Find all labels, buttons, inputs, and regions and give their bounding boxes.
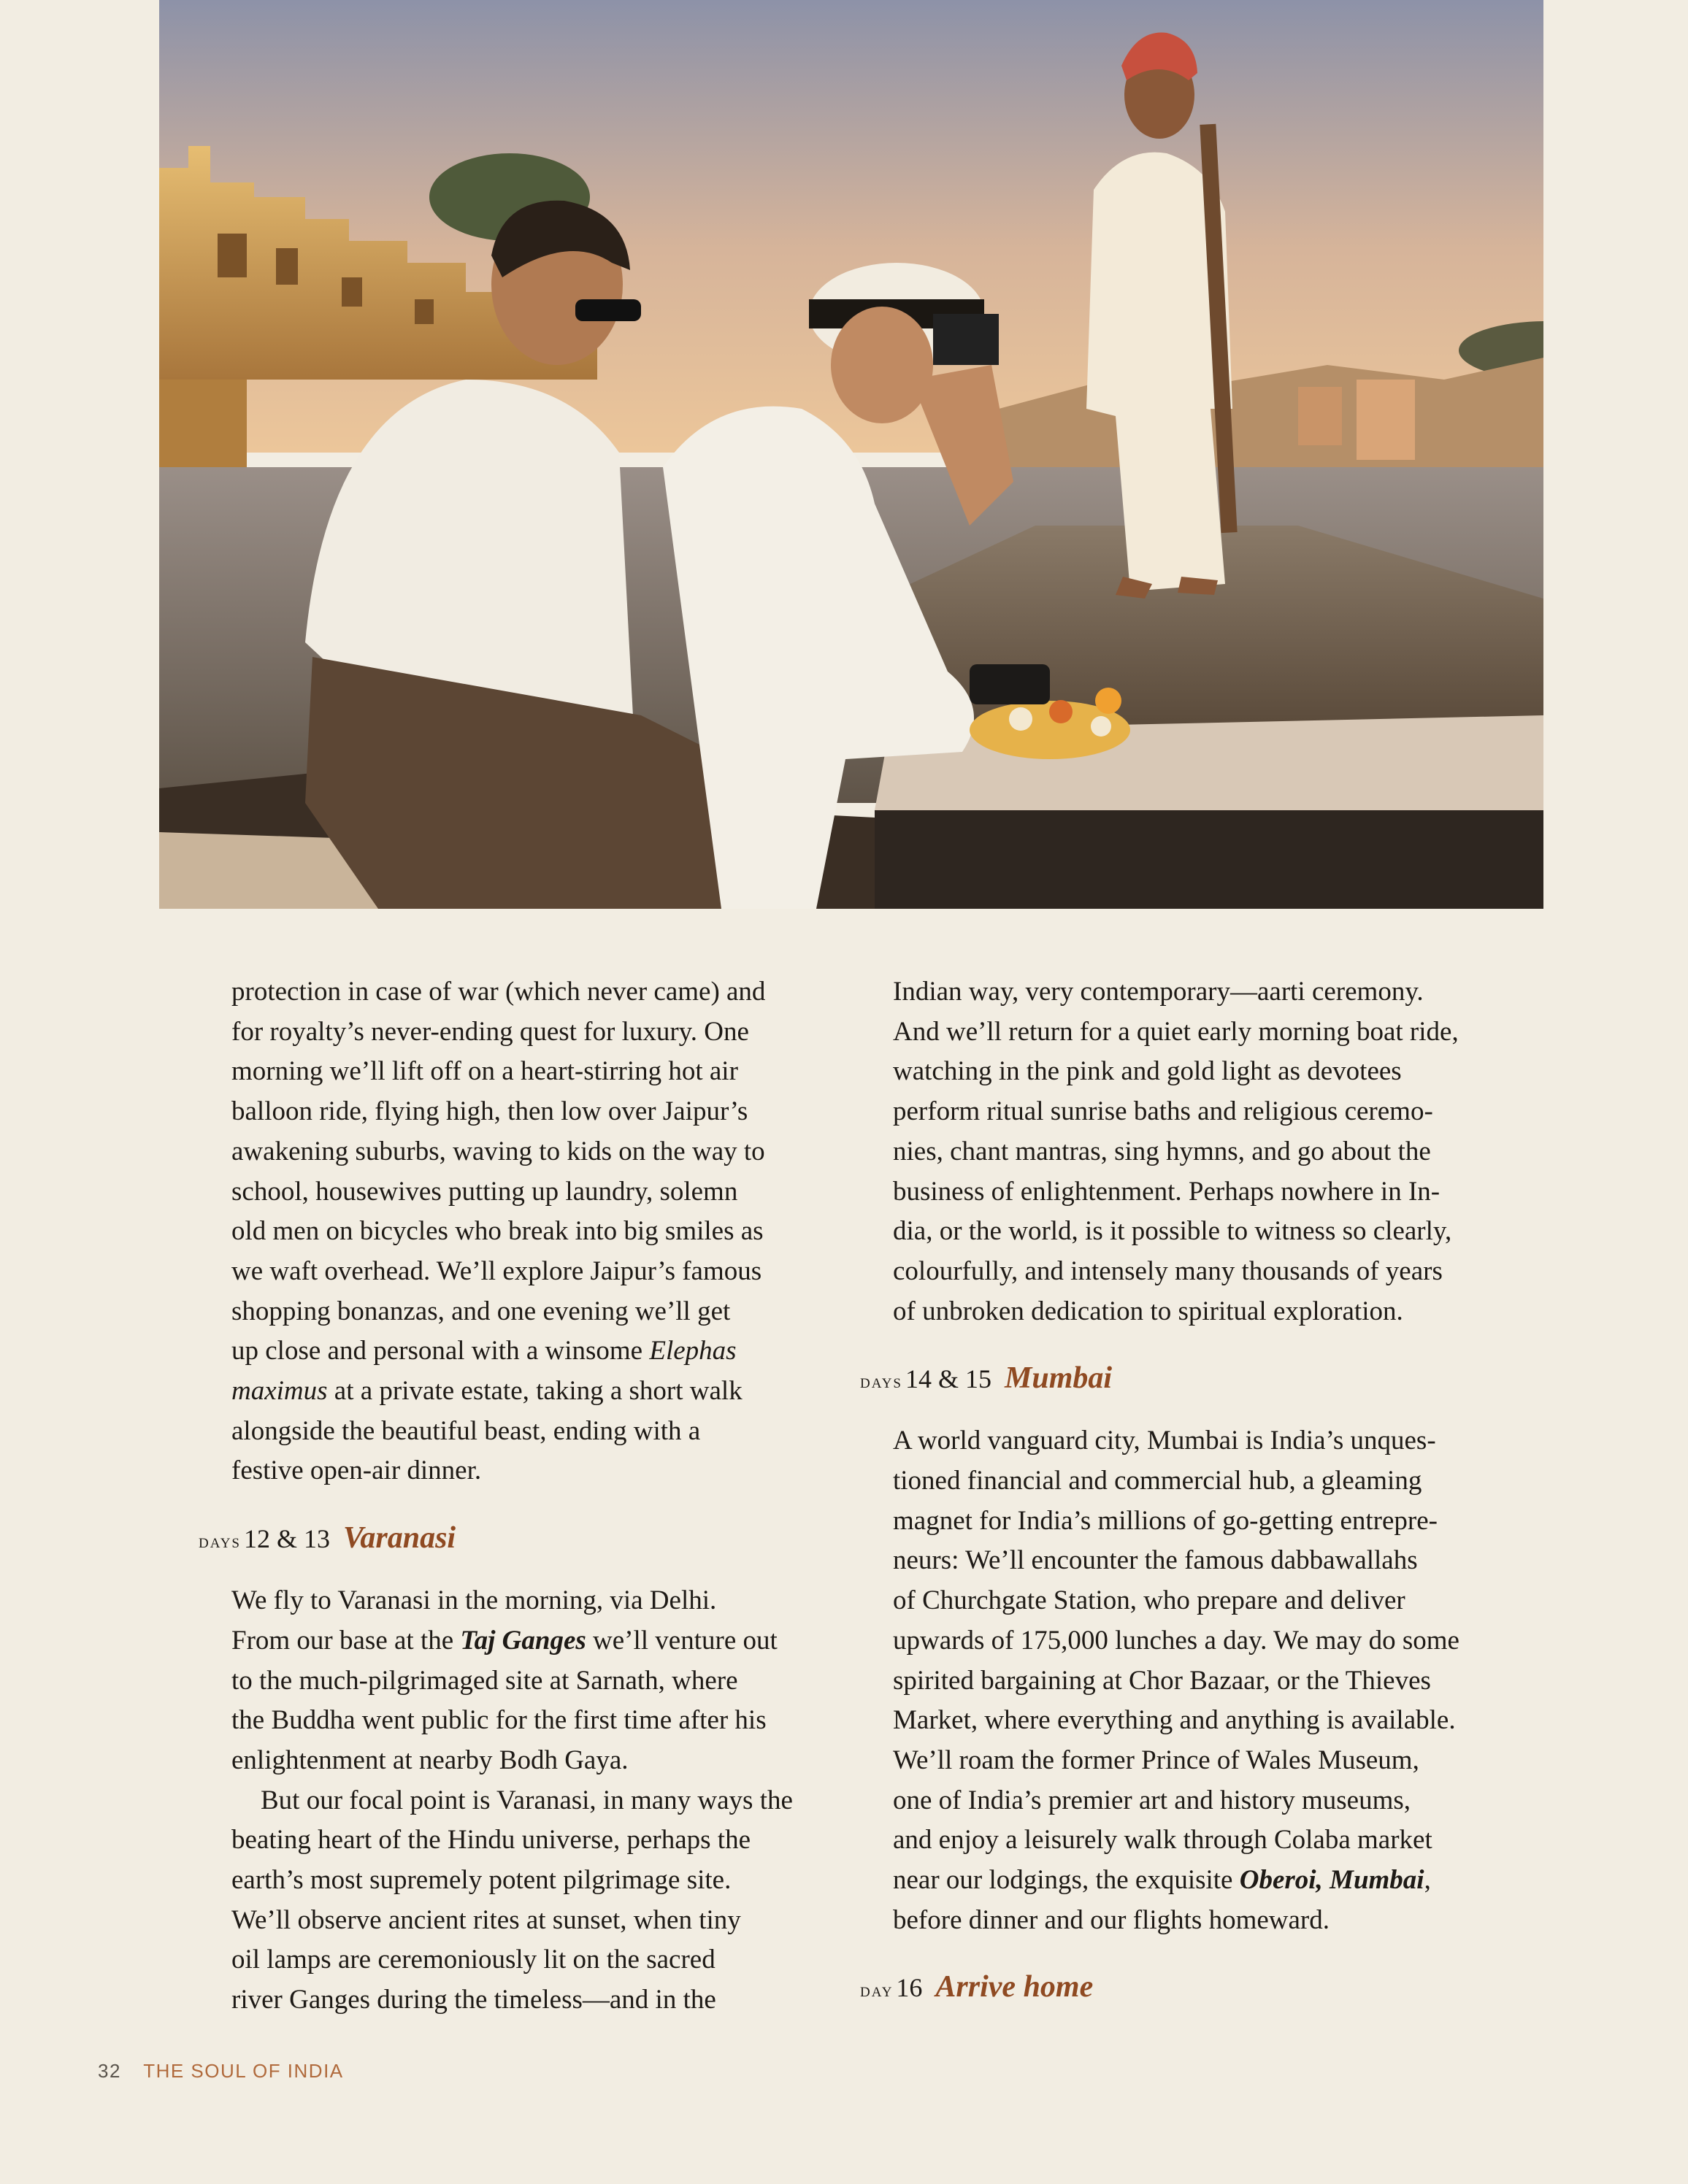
text-line: enlightenment at nearby Bodh Gaya. (231, 1745, 629, 1775)
text-line: Indian way, very contemporary—aarti ceremony. (893, 977, 1424, 1007)
text-line: We’ll roam the former Prince of Wales Museum, (893, 1745, 1419, 1775)
text-line: balloon ride, flying high, then low over Jaipur’s (231, 1096, 748, 1127)
varanasi-paragraph-1 (199, 1581, 826, 1781)
city-name: Arrive home (935, 1970, 1094, 2004)
text-line: tioned financial and commercial hub, a gleaming (893, 1466, 1422, 1496)
varanasi-continued-paragraph (860, 972, 1503, 1331)
text-line: But our focal point is Varanasi, in many ways the (261, 1785, 793, 1815)
text-line: neurs: We’ll encounter the famous dabbawallahs (893, 1545, 1418, 1576)
text-fragment: From our base at the (231, 1625, 461, 1656)
text-line: magnet for India’s millions of go-getting entrepre- (893, 1505, 1438, 1536)
text-line: river Ganges during the timeless—and in the (231, 1985, 716, 2015)
text-line: business of enlightenment. Perhaps nowhere in In- (893, 1176, 1440, 1207)
day-label: days (860, 1370, 902, 1393)
hotel-name: Oberoi, Mumbai (1239, 1865, 1424, 1896)
text-line: and enjoy a leisurely walk through Colaba market (893, 1825, 1432, 1856)
text-line: dia, or the world, is it possible to witness so clearly, (893, 1216, 1452, 1247)
mumbai-heading (860, 1358, 1503, 1405)
day-label: day (860, 1979, 894, 2002)
text-line (231, 1621, 826, 1661)
text-line: for royalty’s never-ending quest for luxury. One (231, 1016, 749, 1047)
text-line: festive open-air dinner. (231, 1456, 482, 1486)
day-numbers: 14 & 15 (905, 1364, 992, 1394)
text-line: We’ll observe ancient rites at sunset, when tiny (231, 1904, 741, 1935)
text-line: shopping bonanzas, and one evening we’ll get (231, 1296, 731, 1326)
text-line: the Buddha went public for the first time after his (231, 1705, 767, 1736)
text-line: watching in the pink and gold light as devotees (893, 1056, 1402, 1087)
text-line: to the much-pilgrimaged site at Sarnath, where (231, 1665, 738, 1696)
text-line: We fly to Varanasi in the morning, via Delhi. (231, 1585, 717, 1616)
page-footer (98, 2060, 344, 2083)
text-line: colourfully, and intensely many thousands of years (893, 1256, 1443, 1286)
text-line: oil lamps are ceremoniously lit on the sacred (231, 1945, 716, 1975)
day-label: days (199, 1530, 241, 1553)
italic-term: maximus (231, 1376, 328, 1407)
text-line: awakening suburbs, waving to kids on the way to (231, 1136, 765, 1166)
text-line: of unbroken dedication to spiritual exploration. (893, 1296, 1403, 1326)
text-line (231, 1372, 826, 1412)
text-line: spirited bargaining at Chor Bazaar, or the Thieves (893, 1665, 1431, 1696)
text-line: protection in case of war (which never came) and (231, 977, 766, 1007)
city-name: Varanasi (343, 1521, 456, 1556)
text-line: nies, chant mantras, sing hymns, and go about the (893, 1136, 1431, 1166)
text-line: beating heart of the Hindu universe, perhaps the (231, 1825, 751, 1856)
day-numbers: 12 & 13 (244, 1524, 331, 1554)
right-column (860, 972, 1503, 2030)
city-name: Mumbai (1005, 1361, 1113, 1396)
text-fragment: near our lodgings, the exquisite (893, 1865, 1240, 1896)
page-number: 32 (98, 2060, 121, 2082)
text-line: upwards of 175,000 lunches a day. We may do some (893, 1625, 1459, 1656)
hotel-name: Taj Ganges (460, 1625, 586, 1656)
text-fragment: at a private estate, taking a short walk (327, 1376, 743, 1407)
day-numbers: 16 (896, 1973, 923, 2003)
publication-title: THE SOUL OF INDIA (143, 2060, 344, 2082)
text-line: earth’s most supremely potent pilgrimage site. (231, 1865, 732, 1896)
text-line: one of India’s premier art and history museums, (893, 1785, 1411, 1815)
arrive-home-heading (860, 1966, 1503, 2014)
text-line: Market, where everything and anything is available. (893, 1705, 1456, 1736)
text-fragment: , (1424, 1865, 1431, 1896)
river-boat-photo (159, 0, 1543, 909)
left-column (199, 972, 826, 2020)
text-fragment: up close and personal with a winsome (231, 1336, 650, 1366)
text-line: old men on bicycles who break into big smiles as (231, 1216, 764, 1247)
varanasi-paragraph-2 (199, 1781, 826, 2020)
text-line: of Churchgate Station, who prepare and deliver (893, 1585, 1405, 1616)
text-line (893, 1861, 1503, 1901)
mumbai-paragraph (860, 1421, 1503, 1940)
text-fragment: we’ll venture out (586, 1625, 778, 1656)
text-line: before dinner and our flights homeward. (893, 1904, 1330, 1935)
text-line: A world vanguard city, Mumbai is India’s unques- (893, 1426, 1436, 1456)
text-line: school, housewives putting up laundry, solemn (231, 1176, 738, 1207)
text-line: And we’ll return for a quiet early morning boat ride, (893, 1016, 1459, 1047)
text-line (231, 1331, 826, 1372)
text-line: morning we’ll lift off on a heart-stirring hot air (231, 1056, 738, 1087)
text-line: alongside the beautiful beast, ending with a (231, 1415, 701, 1446)
jaipur-continued-paragraph (199, 972, 826, 1491)
text-line: perform ritual sunrise baths and religious ceremo- (893, 1096, 1433, 1127)
varanasi-heading (199, 1518, 826, 1565)
italic-term: Elephas (649, 1336, 737, 1366)
text-line: we waft overhead. We’ll explore Jaipur’s famous (231, 1256, 762, 1286)
